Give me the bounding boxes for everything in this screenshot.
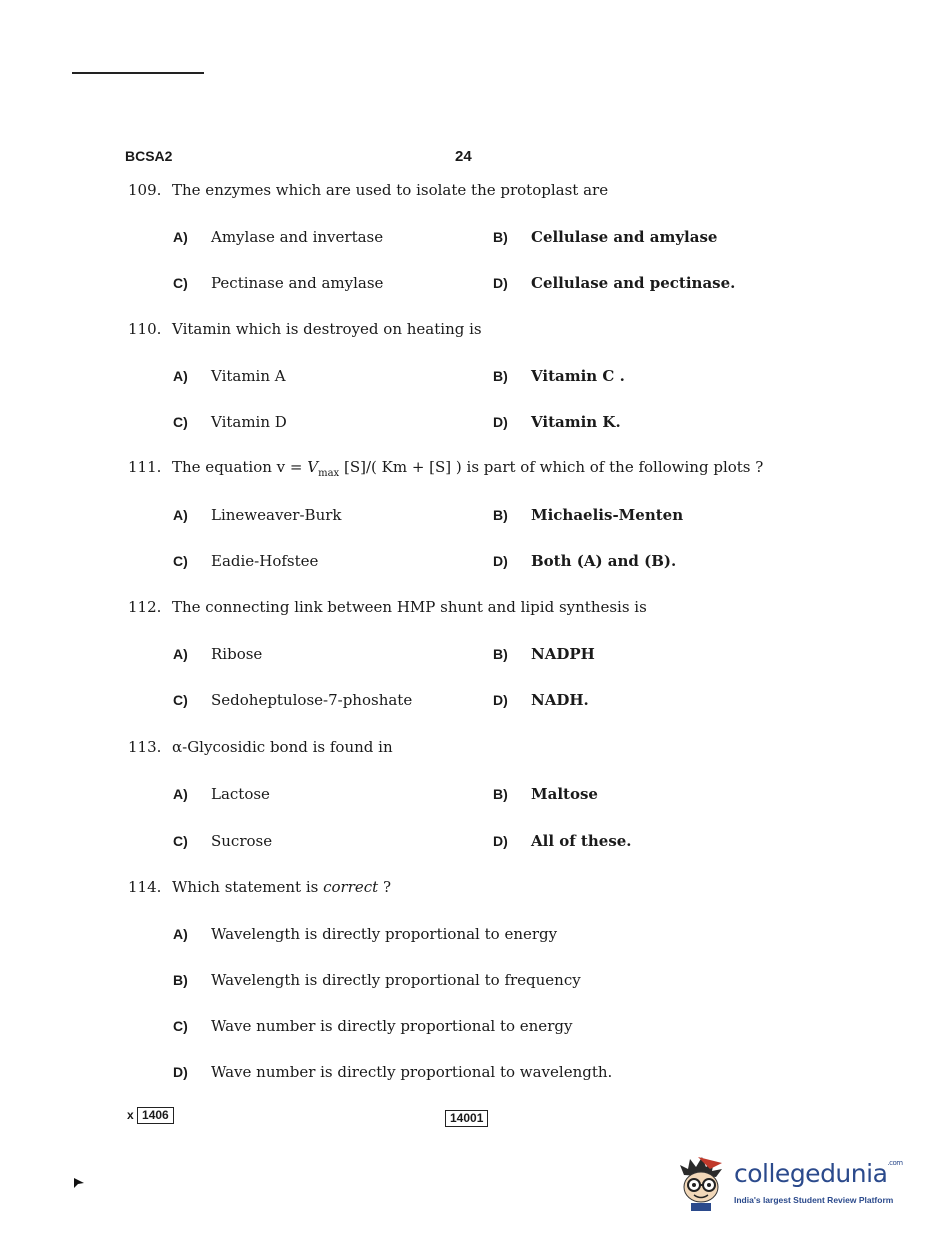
option-111-b <box>493 506 683 524</box>
option-text: Vitamin A <box>211 367 286 385</box>
option-text: Vitamin D <box>211 413 287 431</box>
option-label: C) <box>173 414 188 430</box>
option-text: Wave number is directly proportional to wavelength. <box>211 1063 613 1081</box>
question-111 <box>128 458 763 479</box>
option-109-d <box>493 274 735 292</box>
footer-prefix: x <box>127 1108 134 1122</box>
question-number: 109. <box>128 181 162 199</box>
option-label: D) <box>493 833 508 849</box>
top-rule <box>72 72 204 74</box>
option-label: B) <box>493 229 508 245</box>
option-114-b <box>173 971 581 989</box>
option-111-d <box>493 552 676 570</box>
option-text: Vitamin C . <box>531 367 625 385</box>
option-label: B) <box>493 646 508 662</box>
option-label: C) <box>173 1018 188 1034</box>
option-113-a <box>173 785 270 803</box>
question-text-post: [S]/( Km + [S] ) is part of which of the following plots ? <box>339 458 764 476</box>
option-111-c <box>173 552 318 570</box>
option-114-c <box>173 1017 572 1035</box>
question-110 <box>128 320 482 338</box>
question-text-pre: The equation v = <box>172 458 308 476</box>
option-111-a <box>173 506 342 524</box>
vmax-symbol: V <box>307 458 319 476</box>
option-text: NADPH <box>531 645 595 663</box>
question-text-pre: Which statement is <box>172 878 324 896</box>
option-112-b <box>493 645 595 663</box>
option-113-d <box>493 832 632 850</box>
question-number: 111. <box>128 458 162 476</box>
question-114 <box>128 878 391 896</box>
brand-name <box>734 1159 903 1188</box>
option-label: C) <box>173 692 188 708</box>
option-label: D) <box>173 1064 188 1080</box>
option-text: Lactose <box>211 785 270 803</box>
mascot-icon <box>676 1153 732 1213</box>
brand-suffix: .com <box>887 1159 903 1167</box>
footer-code-box: 1406 <box>137 1107 174 1124</box>
question-text: The enzymes which are used to isolate the protoplast are <box>172 181 609 199</box>
option-label: A) <box>173 229 188 245</box>
question-number: 114. <box>128 878 162 896</box>
option-110-d <box>493 413 621 431</box>
question-number: 113. <box>128 738 162 756</box>
option-text: Pectinase and amylase <box>211 274 384 292</box>
option-112-a <box>173 645 262 663</box>
footer-center-code <box>445 1107 488 1127</box>
option-label: B) <box>493 368 508 384</box>
question-text-post: ? <box>378 878 391 896</box>
cursor-arrow-icon <box>74 1178 84 1188</box>
option-label: A) <box>173 926 188 942</box>
brand-tagline: India's largest Student Review Platform <box>734 1195 894 1205</box>
option-text: Lineweaver-Burk <box>211 506 342 524</box>
footer-center-box: 14001 <box>445 1110 488 1127</box>
option-label: A) <box>173 786 188 802</box>
option-110-b <box>493 367 625 385</box>
option-text: All of these. <box>531 832 632 850</box>
option-label: C) <box>173 275 188 291</box>
option-114-d <box>173 1063 612 1081</box>
option-text: Eadie-Hofstee <box>211 552 319 570</box>
option-text: NADH. <box>531 691 589 709</box>
question-number: 112. <box>128 598 162 616</box>
option-110-a <box>173 367 286 385</box>
option-112-d <box>493 691 589 709</box>
option-114-a <box>173 925 557 943</box>
option-text: Sedoheptulose-7-phoshate <box>211 691 413 709</box>
page-number: 24 <box>455 148 472 165</box>
vmax-subscript: max <box>318 468 340 479</box>
question-109 <box>128 181 608 199</box>
option-text: Ribose <box>211 645 263 663</box>
option-text: Cellulase and pectinase. <box>531 274 736 292</box>
collegedunia-logo <box>676 1153 906 1213</box>
question-113 <box>128 738 393 756</box>
option-label: C) <box>173 553 188 569</box>
question-text-emphasis: correct <box>323 878 379 896</box>
question-112 <box>128 598 647 616</box>
option-109-b <box>493 228 717 246</box>
option-label: D) <box>493 414 508 430</box>
option-109-c <box>173 274 383 292</box>
option-109-a <box>173 228 383 246</box>
option-text: Sucrose <box>211 832 273 850</box>
option-label: B) <box>493 507 508 523</box>
option-text: Maltose <box>531 785 598 803</box>
option-110-c <box>173 413 287 431</box>
option-112-c <box>173 691 412 709</box>
option-text: Amylase and invertase <box>211 228 384 246</box>
option-label: D) <box>493 275 508 291</box>
option-text: Cellulase and amylase <box>531 228 718 246</box>
option-label: B) <box>493 786 508 802</box>
question-text: α-Glycosidic bond is found in <box>172 738 393 756</box>
question-number: 110. <box>128 320 162 338</box>
option-text: Wavelength is directly proportional to frequency <box>211 971 581 989</box>
option-label: A) <box>173 646 188 662</box>
option-113-b <box>493 785 598 803</box>
option-label: C) <box>173 833 188 849</box>
paper-code: BCSA2 <box>125 148 173 164</box>
footer-left-code <box>127 1107 174 1124</box>
option-text: Michaelis-Menten <box>531 506 684 524</box>
option-text: Wave number is directly proportional to energy <box>211 1017 573 1035</box>
option-text: Wavelength is directly proportional to energy <box>211 925 558 943</box>
option-label: D) <box>493 692 508 708</box>
option-113-c <box>173 832 272 850</box>
brand-text: collegedunia <box>734 1159 888 1188</box>
option-label: B) <box>173 972 188 988</box>
option-text: Both (A) and (B). <box>531 552 677 570</box>
option-text: Vitamin K. <box>531 413 621 431</box>
option-label: D) <box>493 553 508 569</box>
question-text: Vitamin which is destroyed on heating is <box>172 320 482 338</box>
question-text: The connecting link between HMP shunt and lipid synthesis is <box>172 598 647 616</box>
option-label: A) <box>173 507 188 523</box>
option-label: A) <box>173 368 188 384</box>
